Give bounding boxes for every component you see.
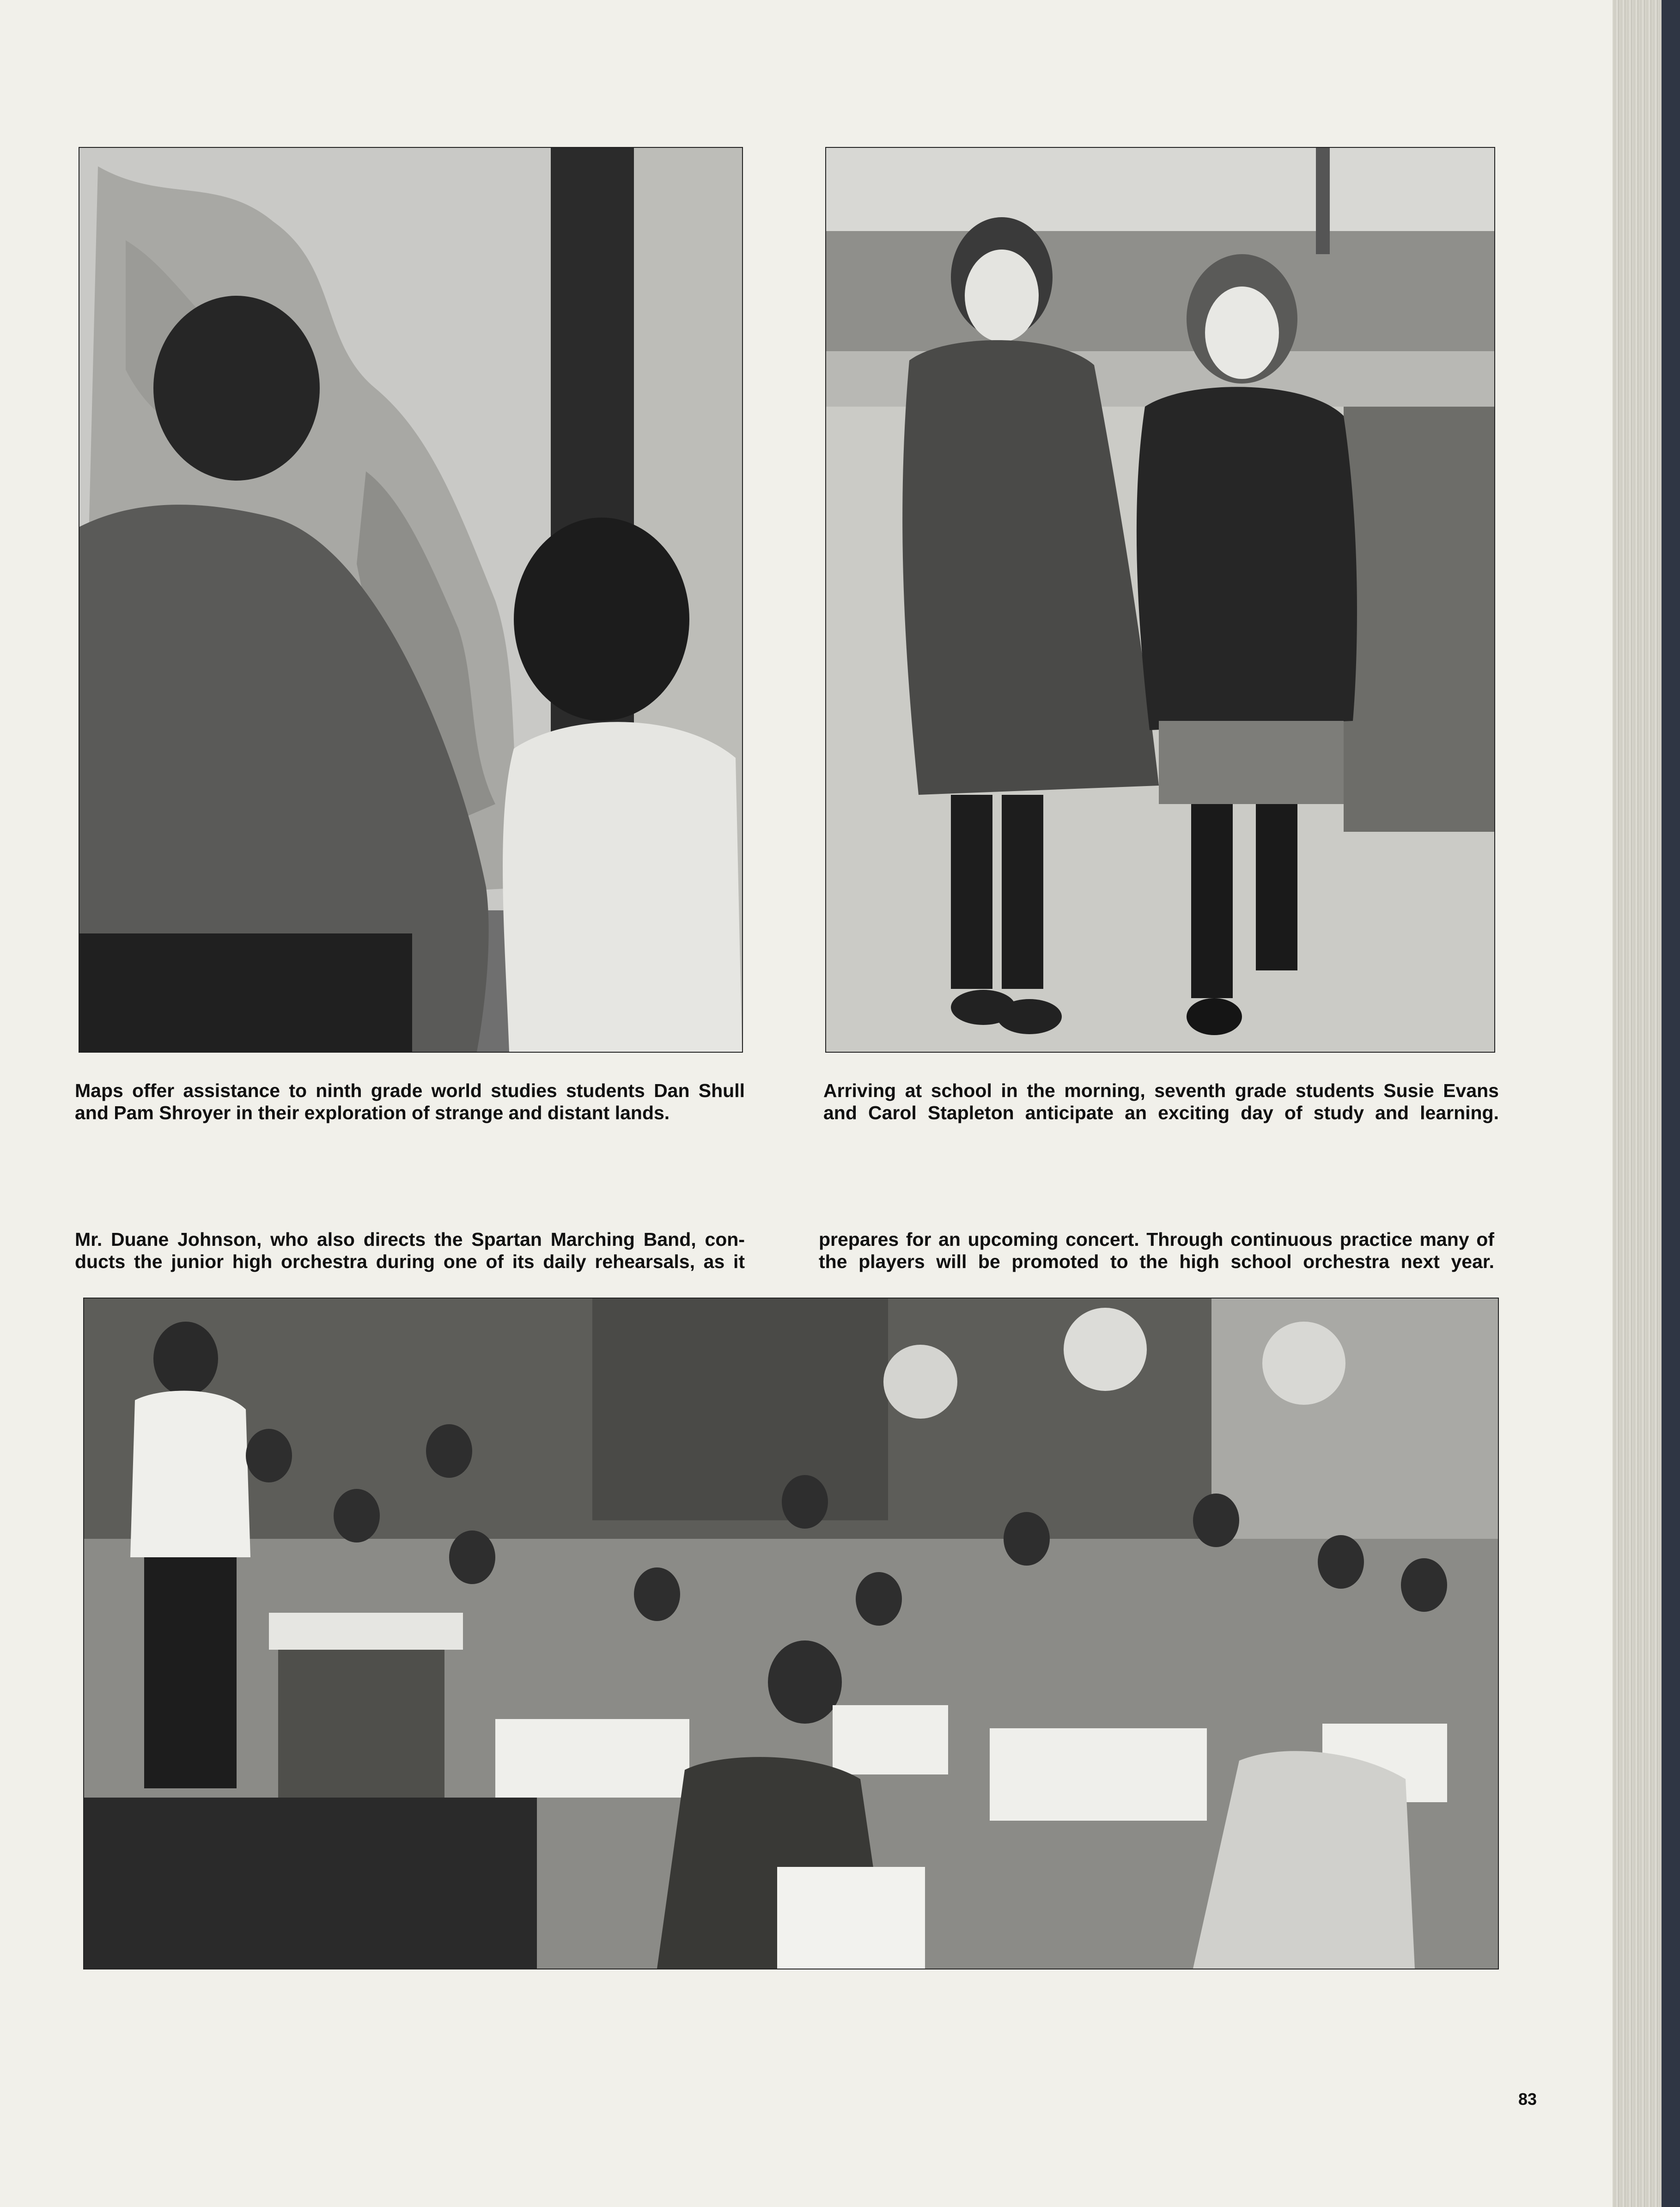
photo-walk-illustration	[826, 148, 1494, 1052]
caption-walk-photo	[823, 1079, 1499, 1124]
book-spine	[1662, 0, 1680, 2207]
photo-map-students	[79, 147, 743, 1053]
caption-map-line-2: and Pam Shroyer in their exploration of strange and distant lands.	[75, 1102, 670, 1123]
caption-orchestra-left-line-2: ducts the junior high orchestra during one of its daily rehearsals, as it	[75, 1251, 745, 1272]
caption-orchestra-left-line-1: Mr. Duane Johnson, who also directs the Spartan Marching Band, con-	[75, 1229, 745, 1250]
caption-orchestra-right-line-2: the players will be promoted to the high school orchestra next year.	[819, 1251, 1494, 1272]
caption-orchestra-right	[819, 1228, 1494, 1273]
caption-orchestra-left	[75, 1228, 745, 1273]
caption-walk-line-1: Arriving at school in the morning, seventh grade students Susie Evans	[823, 1080, 1499, 1101]
photo-orchestra-rehearsal	[83, 1298, 1499, 1969]
caption-orchestra-right-line-1: prepares for an upcoming concert. Through continuous practice many of	[819, 1229, 1494, 1250]
photo-students-arriving	[825, 147, 1495, 1053]
caption-map-line-1: Maps offer assistance to ninth grade world studies students Dan Shull	[75, 1080, 745, 1101]
book-edge	[1613, 0, 1680, 2207]
photo-map-illustration	[79, 148, 742, 1052]
photo-orchestra-illustration	[84, 1299, 1498, 1969]
caption-map-photo	[75, 1079, 745, 1124]
caption-walk-line-2: and Carol Stapleton anticipate an exciting day of study and learning.	[823, 1102, 1499, 1123]
page-number: 83	[1518, 2090, 1537, 2109]
